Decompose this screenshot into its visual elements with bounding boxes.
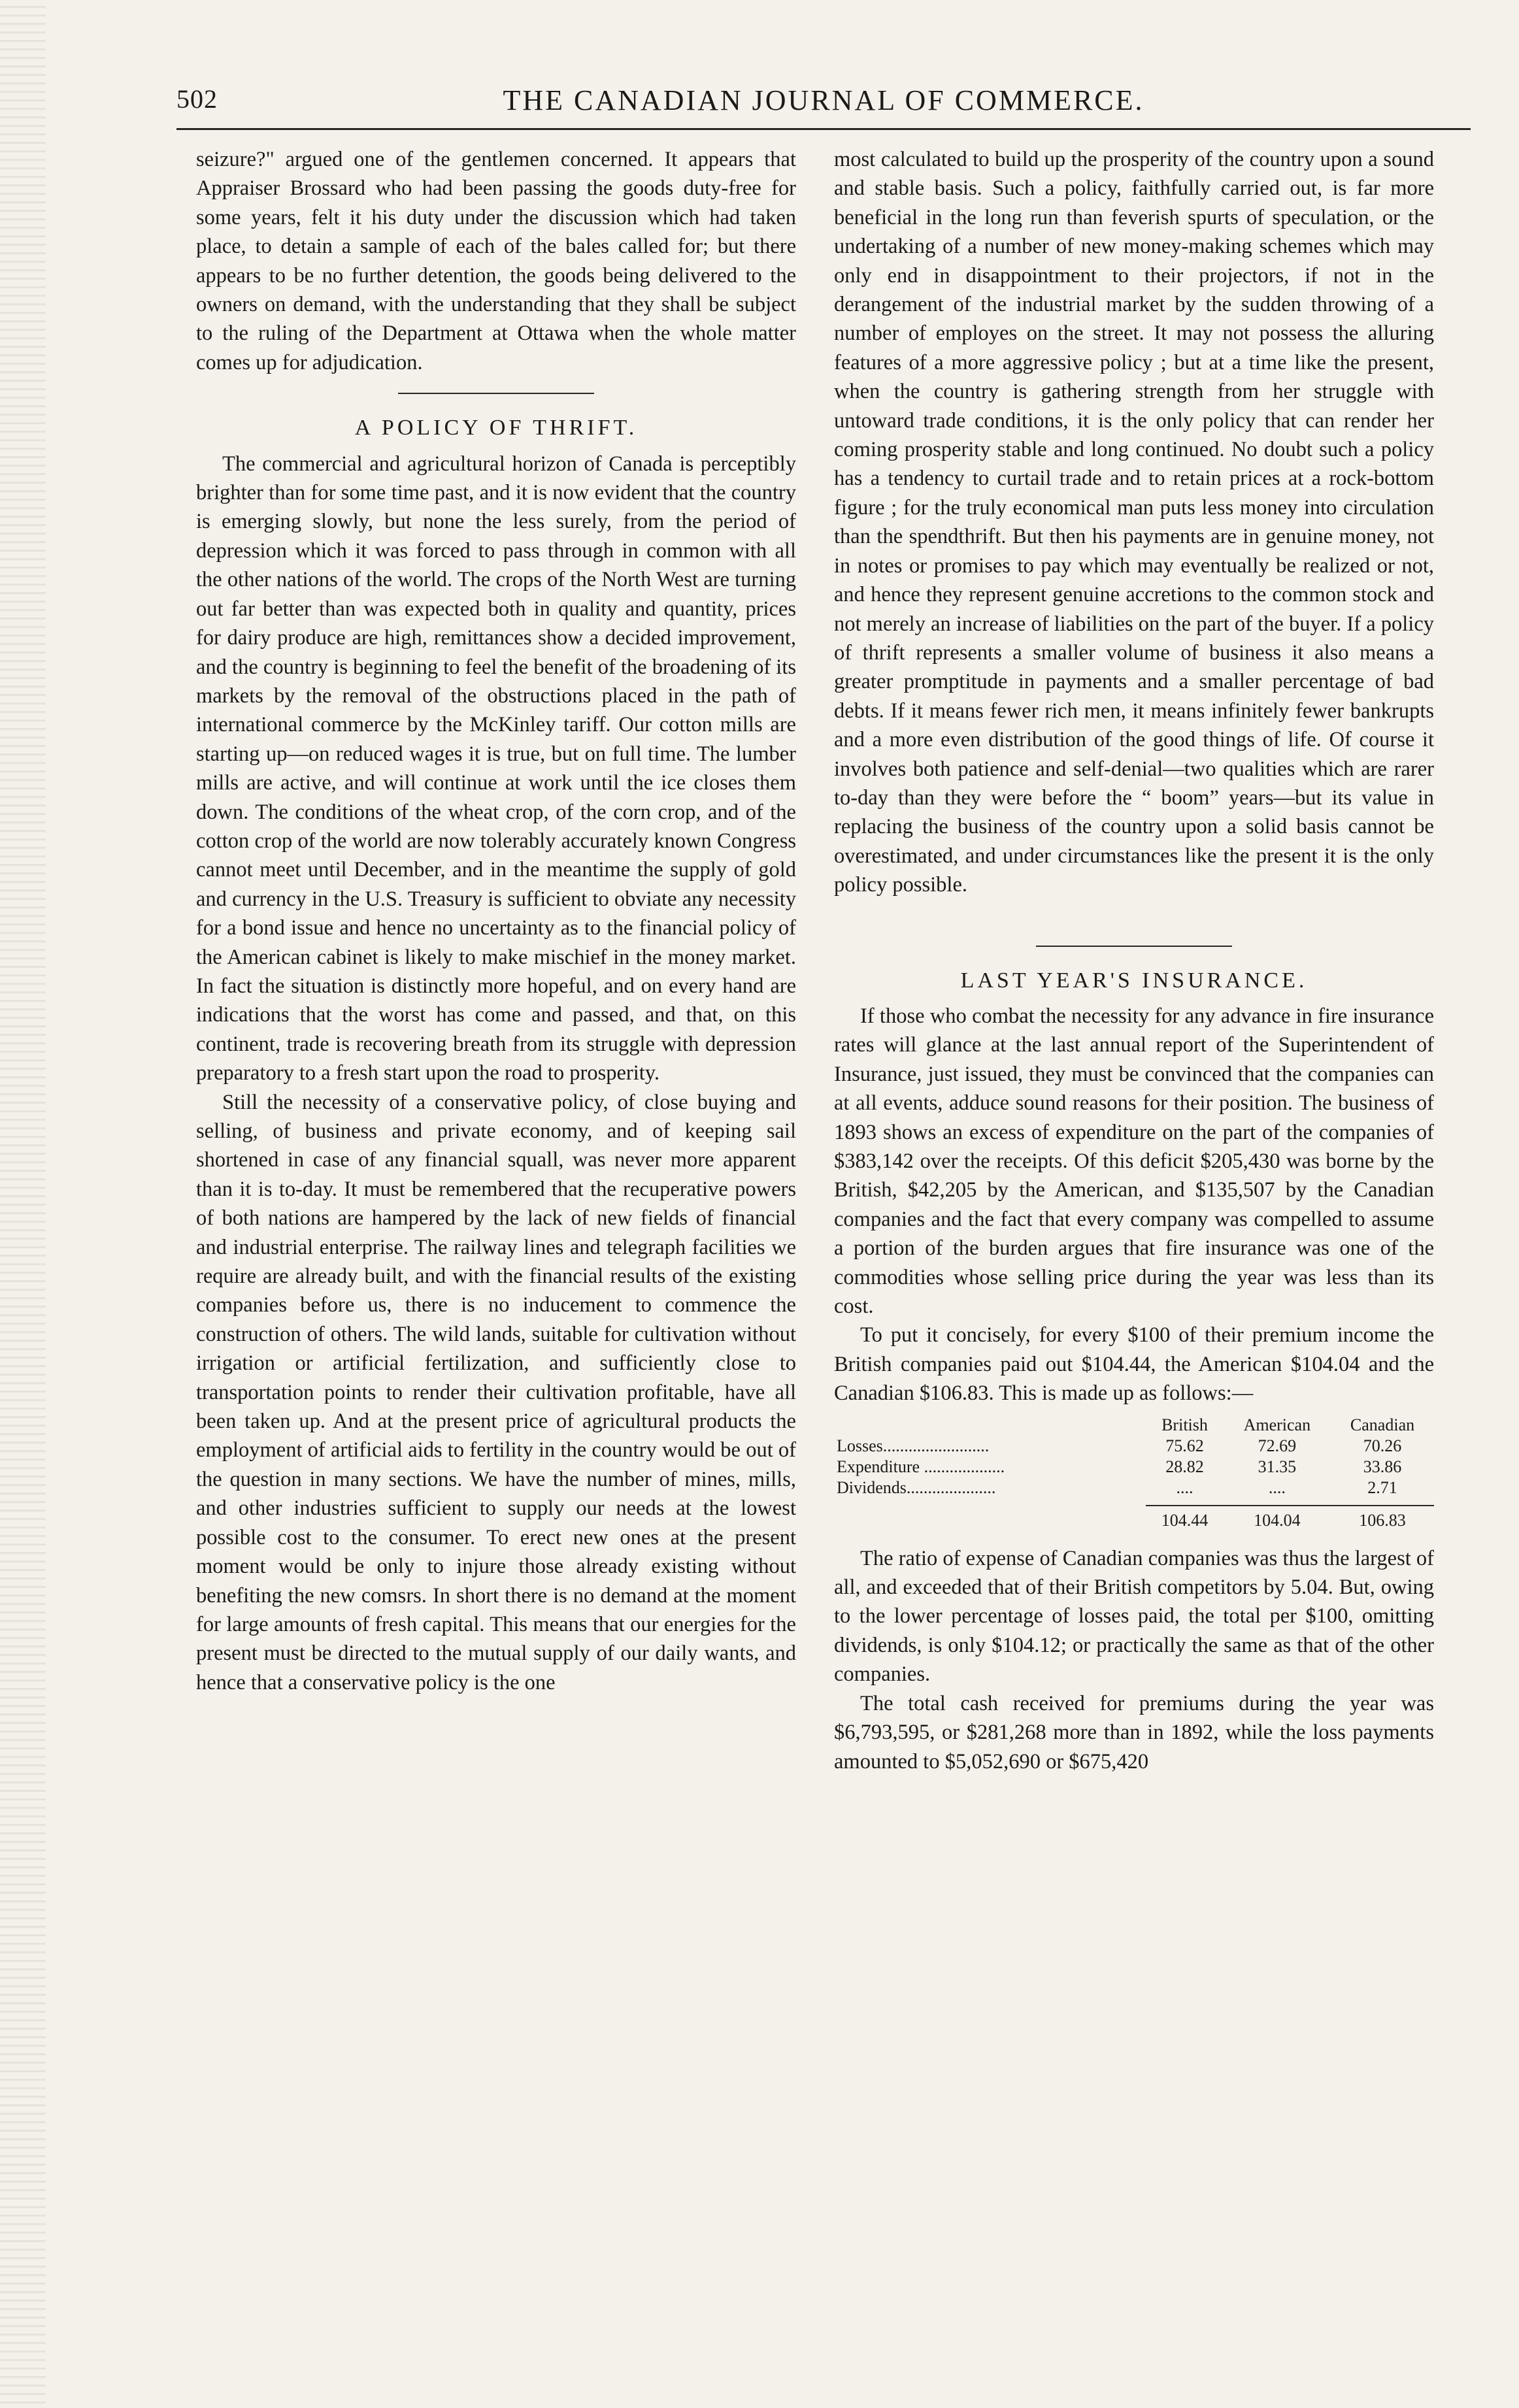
column-header: American (1243, 1415, 1311, 1434)
total-cell: 104.04 (1224, 1506, 1331, 1531)
table-cell: 70.26 (1363, 1436, 1402, 1455)
row-label: Losses......................... (837, 1436, 990, 1455)
section-title-policy-of-thrift: A POLICY OF THRIFT. (354, 416, 638, 440)
article-paragraph: The commercial and agricultural horizon of Canada is perceptibly brighter than for some time past, and it is now evident that the country is emerging slowly, but none the less surely, from the period of depression which it was forced to pass through in common with all the other nations of the world. The crops of the North West are turning out far better than was expected both in quality and quantity, prices for dairy produce are high, remittances show a decided improvement, and the country is beginning to feel the benefit of the broadening of its markets by the removal of the obstructions placed in the path of international commerce by the McKinley tariff. Our cotton mills are starting up—on reduced wages it is true, but on full time. The lumber mills are active, and will continue at work until the ice closes them down. The conditions of the wheat crop, of the corn crop, and of the cotton crop of the world are now tolerably accurately known Congress cannot meet until December, and in the meantime the supply of gold and currency in the U.S. Treasury is sufficient to obviate any necessity for a bond issue and hence no uncertainty as to the financial policy of the American cabinet is likely to make mischief in the money market. In fact the situation is distinctly more hopeful, and on every hand are indications that the worst has come and passed, and that, on this continent, trade is recovering breath from its struggle with depression preparatory to a fresh start upon the road to prosperity. (196, 452, 796, 1085)
table-row (834, 1477, 1434, 1498)
article-paragraph: most calculated to build up the prosperity of the country upon a sound and stable basis. Such a policy, faithfully carried out, is far more beneficial in the long run than feverish spurts of speculation, or the undertaking of a number of new money-making schemes which may only end in disappointment to their projectors, if not in the derangement of the industrial market by the sudden throwing of a number of employes on the street. It may not possess the alluring features of a more aggressive policy ; but at a time like the present, when the country is gathering strength from her struggle with untoward trade conditions, it is the only policy that can render her coming prosperity stable and long continued. No doubt such a policy has a tendency to curtail trade and to retain prices at a rock-bottom figure ; for the truly economical man puts less money into circulation than the spendthrift. But then his payments are in genuine money, not in notes or promises to pay which may eventually be realized or not, and hence they represent genuine accretions to the common stock and not merely an increase of liabilities on the part of the buyer. If a policy of thrift represents a smaller volume of business it also means a greater promptitude in payments and a smaller percentage of bad debts. If it means fewer rich men, it means infinitely fewer bankrupts and a more even distribution of the good things of life. Of course it involves both patience and self-denial—two qualities which are rarer to-day than they were before the “ boom” years—but its value in replacing the business of the country upon a solid basis cannot be overestimated, and under circumstances like the present it is the only policy possible. (834, 148, 1434, 897)
total-cell: 106.83 (1331, 1506, 1434, 1531)
row-label: Dividends..................... (837, 1477, 996, 1497)
row-label: Expenditure ................... (837, 1457, 1005, 1476)
continued-article-text: seizure?" argued one of the gentlemen concerned. It appears that Appraiser Brossard who had been passing the goods duty-free for some years, felt it his duty under the discussion which had taken place, to detain a sample of each of the bales called for; but there appears to be no further detention, the goods being delivered to the owners on demand, with the understanding that they shall be subject to the ruling of the Department at Ottawa when the whole matter comes up for adjudication. (196, 148, 796, 374)
total-cell: 104.44 (1146, 1506, 1223, 1531)
section-divider (1036, 946, 1232, 947)
article-paragraph: Still the necessity of a conservative policy, of close buying and selling, of business and private economy, and of keeping sail shortened in case of any financial squall, was never more apparent than it is to-day. It must be remembered that the recuperative powers of both nations are hampered by the lack of new fields of financial and industrial enterprise. The railway lines and telegraph facilities we require are already built, and with the financial results of the existing companies before us, there is no inducement to commence the construction of others. The wild lands, suitable for cultivation without irrigation or artificial fertilization, and sufficiently close to transportation points to render their cultivation profitable, have all been taken up. And at the present price of agricultural products the employment of artificial aids to fertility in the country would be out of the question in many sections. We have the number of mines, mills, and other industries sufficient to supply our needs at the lowest possible cost to the consumer. To erect new ones at the present moment would be only to injure those already existing without benefiting the new comsrs. In short there is no demand at the moment for large amounts of fresh capital. This means that our energies for the present must be directed to the mutual supply of our daily wants, and hence that a conservative policy is the one (196, 1090, 796, 1694)
insurance-table (834, 1415, 1434, 1531)
table-cell: 75.62 (1165, 1436, 1204, 1455)
article-paragraph: If those who combat the necessity for any advance in fire insurance rates will glance at the last annual report of the Superintendent of Insurance, just issued, they must be convinced that the companies can at all events, adduce sound reasons for their position. The business of 1893 shows an excess of expenditure on the part of the companies of $383,142 over the receipts. Of this deficit $205,430 was borne by the British, $42,205 by the American, and $135,507 by the Canadian companies and the fact that every company was compelled to assume a portion of the burden argues that fire insurance was one of the commodities whose selling price during the year was less than its cost. (834, 1004, 1434, 1319)
page-header (176, 84, 1471, 129)
article-paragraph: The total cash received for premiums during the year was $6,793,595, or $281,268 more than in 1892, while the loss payments amounted to $5,052,690 or $675,420 (834, 1691, 1434, 1773)
table-cell: 2.71 (1367, 1477, 1397, 1497)
table-cell: 72.69 (1258, 1436, 1297, 1455)
column-header: Canadian (1350, 1415, 1415, 1434)
table-cell: .... (1176, 1477, 1194, 1497)
table-cell: 28.82 (1165, 1457, 1204, 1476)
header-rule (176, 128, 1471, 130)
section-title-last-years-insurance: LAST YEAR'S INSURANCE. (960, 968, 1308, 993)
table-total-row (834, 1506, 1434, 1531)
table-row (834, 1457, 1434, 1477)
right-column (834, 145, 1434, 2380)
table-header-row (834, 1415, 1434, 1436)
section-divider (398, 393, 594, 394)
running-title: THE CANADIAN JOURNAL OF COMMERCE. (503, 84, 1144, 116)
table-row (834, 1436, 1434, 1457)
column-header: British (1161, 1415, 1208, 1434)
left-column (196, 145, 796, 2380)
page-number: 502 (176, 84, 218, 114)
article-paragraph: To put it concisely, for every $100 of their premium income the British companies paid out $104.44, the American $104.04 and the Canadian $106.83. This is made up as follows:— (834, 1323, 1434, 1406)
article-paragraph: The ratio of expense of Canadian companies was thus the largest of all, and exceeded that of their British competitors by 5.04. But, owing to the lower percentage of losses paid, the total per $100, omitting dividends, is only $104.12; or practically the same as that of the other companies. (834, 1546, 1434, 1687)
table-cell: 31.35 (1258, 1457, 1297, 1476)
page-binding-edge (0, 0, 46, 2408)
table-cell: 33.86 (1363, 1457, 1402, 1476)
table-cell: .... (1268, 1477, 1286, 1497)
